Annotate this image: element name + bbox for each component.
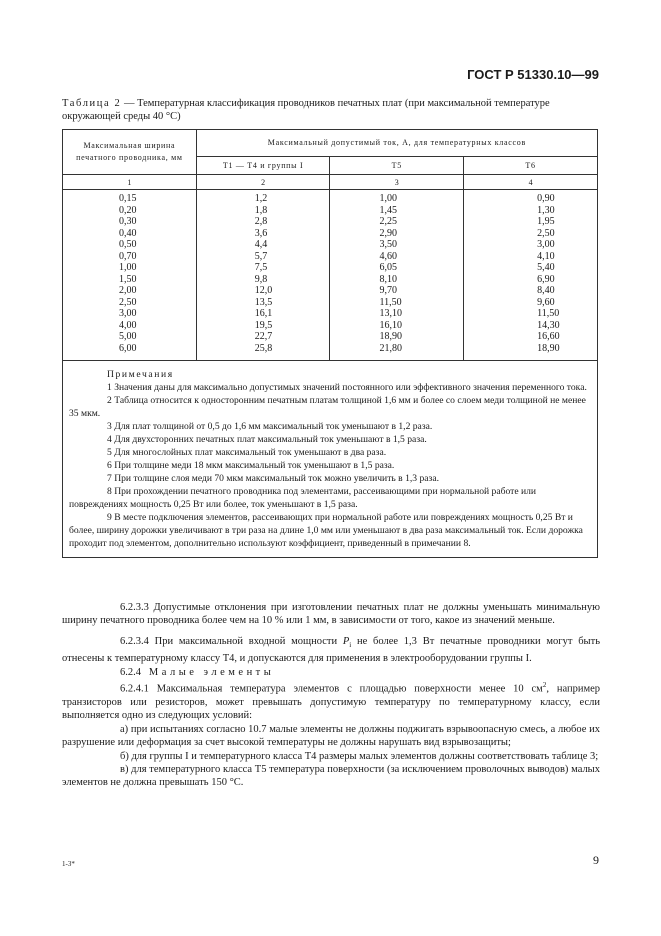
note-item: 4 Для двухсторонних печатных плат максимальный ток уменьшают в 1,5 раза. [107, 434, 427, 445]
table-cell: 5,7 [254, 250, 268, 262]
col-number: 3 [330, 175, 464, 190]
table-cell: 25,8 [254, 342, 273, 354]
note-item: 9 В месте подключения элементов, рассеивающих при нормальной работе или повреждениях мощность 0,25 Вт и более, ширину дорожки увеличивают в три раза на длине 1,0 мм или уменьшают в два раза максимальный ток. Если дорожка проходит под элементом, дополнительно используют коэффициент, приведенный в примечании 8. [69, 512, 583, 549]
table-cell: 3,50 [379, 239, 397, 250]
table-cell: 8,40 [537, 285, 555, 296]
paragraph-6-2-4-1: 6.2.4.1 Максимальная температура элементов с площадью поверхности менее 10 $см^2$, например транзисторов или резисторов, может превышать допустимую температуру по температурному классу, если выполняется одно из следующих условий: [62, 681, 601, 722]
table-cell: 0,90 [537, 193, 555, 204]
temperature-classification-table [62, 129, 598, 558]
table-cell: 2,25 [379, 216, 397, 227]
t5-column [330, 190, 464, 361]
list-item-c: в) для температурного класса Т5 температура поверхности (за исключением проволочных выводов) малых элементов не должна превышать 150 °С. [62, 764, 600, 789]
table-cell: 6,90 [537, 273, 555, 285]
col-number: 2 [196, 175, 330, 190]
table-cell: 8,10 [379, 273, 397, 285]
table-cell: 18,90 [537, 342, 560, 354]
table-cell: 1,45 [379, 204, 397, 216]
table-cell: 4,4 [254, 239, 268, 250]
table-cell: 0,20 [119, 204, 137, 216]
table-cell: 0,50 [119, 239, 137, 250]
table-cell: 3,6 [254, 227, 268, 239]
table-cell: 16,1 [254, 308, 273, 319]
table-cell: 11,50 [379, 296, 402, 308]
table-cell: 18,90 [379, 331, 402, 342]
table-cell: 1,95 [537, 216, 555, 227]
table-caption-label: Таблица 2 [62, 98, 122, 109]
col-number: 1 [63, 175, 197, 190]
table-cell: 5,00 [119, 331, 137, 342]
table-cell: 5,40 [537, 262, 555, 273]
table-cell: 2,50 [119, 296, 137, 308]
table-cell: 12,0 [254, 285, 273, 296]
table-cell: 2,90 [379, 227, 397, 239]
table-cell: 0,15 [119, 193, 137, 204]
table-cell: 6,00 [119, 342, 137, 354]
note-item: 5 Для многослойных плат максимальный ток уменьшают в два раза. [107, 447, 387, 458]
table-cell: 22,7 [254, 331, 273, 342]
table-cell: 14,30 [537, 319, 560, 331]
table-cell: 2,50 [537, 227, 555, 239]
table-cell: 0,70 [119, 250, 137, 262]
table-cell: 1,00 [119, 262, 137, 273]
table-cell: 19,5 [254, 319, 273, 331]
note-item: 1 Значения даны для максимально допустимых значений постоянного или эффективного значения переменного тока. [107, 382, 587, 393]
table-cell: 9,8 [254, 273, 268, 285]
col-header-t1-t4: Т1 — Т4 и группы I [196, 157, 330, 175]
section-heading-6-2-4: 6.2.4 Малые элементы [120, 666, 275, 678]
table-cell: 7,5 [254, 262, 268, 273]
col-header-width: Максимальная ширина печатного проводника, мм [63, 130, 197, 175]
table-cell: 21,80 [379, 342, 402, 354]
note-item: 7 При толщине слоя меди 70 мкм максимальный ток можно увеличить в 1,3 раза. [107, 473, 439, 484]
table-cell: 1,50 [119, 273, 137, 285]
table-cell: 13,5 [254, 296, 273, 308]
table-cell: 4,00 [119, 319, 137, 331]
table-cell: 3,00 [119, 308, 137, 319]
paragraph-6-2-3-4: 6.2.3.4 При максимальной входной мощности $P_i$ не более 1,3 Вт печатные проводники могут быть отнесены к температурному классу Т4, и допускаются для применения в электрооборудовании группы I. [62, 635, 600, 665]
list-item-b: б) для группы I и температурного класса Т4 размеры малых элементов должны соответствовать таблице 3; [120, 750, 599, 762]
table-cell: 2,00 [119, 285, 137, 296]
table-caption [62, 97, 602, 123]
width-column [63, 190, 197, 361]
table-data-row [63, 190, 598, 361]
table-cell: 1,2 [254, 193, 268, 204]
table-cell: 1,00 [379, 193, 397, 204]
document-code: ГОСТ Р 51330.10—99 [467, 67, 599, 82]
table-cell: 13,10 [379, 308, 402, 319]
table-cell: 11,50 [537, 308, 560, 319]
note-item: 3 Для плат толщиной от 0,5 до 1,6 мм максимальный ток уменьшают в 1,2 раза. [107, 421, 433, 432]
table-cell: 1,8 [254, 204, 268, 216]
table-cell: 9,70 [379, 285, 397, 296]
table-cell: 3,00 [537, 239, 555, 250]
print-mark: 1-3* [62, 860, 75, 868]
col-header-group: Максимальный допустимый ток, А, для температурных классов [196, 130, 597, 157]
col-header-t5: Т5 [330, 157, 464, 175]
page-number: 9 [593, 853, 599, 867]
table-notes [63, 361, 598, 558]
table-cell: 4,60 [379, 250, 397, 262]
note-item: 6 При толщине меди 18 мкм максимальный ток уменьшают в 1,5 раза. [107, 460, 395, 471]
paragraph-6-2-3-3: 6.2.3.3 Допустимые отклонения при изготовлении печатных плат не должны уменьшать минимальную ширину печатного проводника более чем на 10 % или 1 мм, в зависимости от того, какое из значений меньше. [62, 602, 600, 627]
t6-column [464, 190, 598, 361]
table-cell: 0,40 [119, 227, 137, 239]
table-cell: 1,30 [537, 204, 555, 216]
table-caption-text: — Температурная классификация проводников печатных плат (при максимальной температуре окружающей среды 40 °С) [62, 98, 550, 122]
table-cell: 4,10 [537, 250, 555, 262]
notes-title: Примечания [107, 369, 174, 380]
t1-t4-column [196, 190, 330, 361]
list-item-a: а) при испытаниях согласно 10.7 малые элементы не должны поджигать взрывоопасную смесь, а любое их разрушение или деформация за счет высокой температуры не должны нарушать вид взрывозащиты; [62, 723, 600, 749]
table-cell: 16,60 [537, 331, 560, 342]
table-cell: 0,30 [119, 216, 137, 227]
col-number: 4 [464, 175, 598, 190]
col-header-t6: Т6 [464, 157, 598, 175]
note-item: 2 Таблица относится к односторонним печатным платам толщиной 1,6 мм и более со слоем меди толщиной не менее 35 мкм. [69, 395, 586, 419]
table-cell: 9,60 [537, 296, 555, 308]
body-text [62, 601, 600, 790]
table-cell: 2,8 [254, 216, 268, 227]
table-cell: 6,05 [379, 262, 397, 273]
table-cell: 16,10 [379, 319, 402, 331]
note-item: 8 При прохождении печатного проводника под элементами, рассеивающими при нормальной работе или повреждениях мощность 0,25 Вт или более, ток уменьшают в 1,5 раза. [69, 486, 537, 510]
